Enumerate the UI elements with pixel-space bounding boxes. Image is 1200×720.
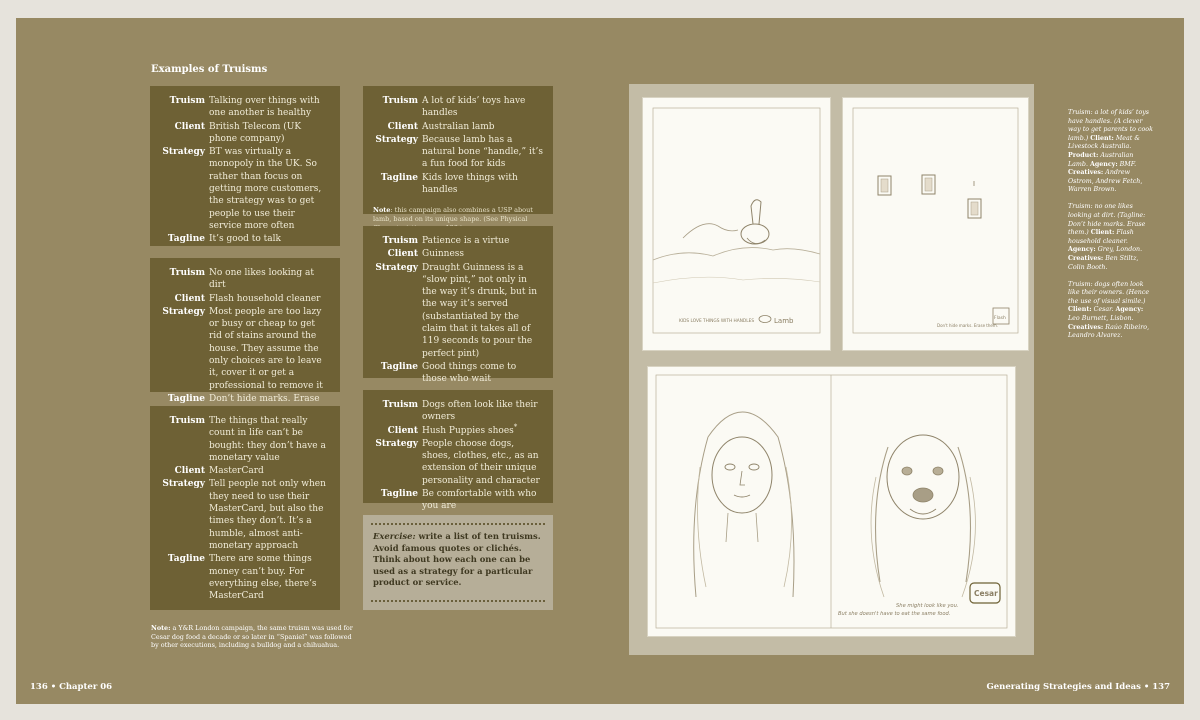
strategy-row — [373, 262, 543, 360]
client-name: Hush Puppies shoes — [422, 425, 514, 436]
footnote-label: Note: — [151, 624, 171, 632]
caption-label: Client: — [1068, 306, 1092, 314]
tagline-row — [373, 488, 543, 513]
caption-label: Product: — [1068, 151, 1099, 159]
row-value: Don’t hide marks. Erase — [209, 393, 320, 404]
dotted-rule — [371, 600, 545, 602]
caption-label: Client: — [1090, 134, 1114, 142]
row-value: Australian lamb — [422, 121, 495, 132]
exercise-text: write a list of ten truisms. Avoid famous quotes or clichés. Think about how each one can be used as a strategy for a particular product or service. — [373, 531, 541, 587]
strategy-row — [160, 306, 330, 392]
row-value: Be comfortable with who you are — [422, 489, 537, 512]
caption-text: Flash household cleaner. — [1068, 229, 1134, 245]
row-label: Truism — [169, 96, 205, 106]
row-value: There are some things money can’t buy. For everything else, there’s MasterCard — [209, 554, 317, 602]
caption-text: Leo Burnett, Lisbon. — [1068, 315, 1134, 323]
row-value: People choose dogs, shoes, clothes, etc., as an extension of their unique personality and character — [422, 438, 540, 486]
caption-text: BMF. — [1117, 160, 1137, 168]
row-value: It’s good to talk — [209, 234, 281, 245]
cesar-ad-caption-line2: But she doesn't have to eat the same food. — [838, 611, 951, 617]
client-row — [160, 121, 330, 146]
note-label: Note — [373, 206, 391, 215]
caption-text: Truism: a lot of kids’ toys have handles. (A clever way to get parents to cook lamb.) — [1068, 109, 1153, 142]
tagline-row — [373, 172, 543, 197]
row-label: Client — [174, 466, 205, 477]
row-label: Strategy — [162, 147, 205, 158]
row-value: Dogs often look like their owners — [422, 400, 538, 423]
row-label: Truism — [382, 236, 418, 246]
right-folio: Generating Strategies and Ideas • 137 — [986, 682, 1170, 692]
caption-text: Grey, London. — [1095, 246, 1143, 254]
row-label: Tagline — [380, 489, 418, 500]
client-row — [160, 293, 330, 305]
exercise-label: Exercise: — [373, 531, 416, 541]
caption-flash — [1068, 203, 1154, 272]
row-value: The things that really count in life can’t be bought: they don’t have a monetary value — [209, 416, 326, 463]
row-label: Tagline — [167, 554, 205, 565]
artwork-captions — [1068, 109, 1154, 349]
truism-card-guinness — [363, 226, 553, 385]
row-label: Tagline — [380, 172, 418, 183]
row-label: Client — [174, 293, 205, 304]
page-footnote — [151, 624, 361, 650]
tagline-row — [373, 361, 543, 386]
row-value: British Telecom (UK phone company) — [209, 121, 302, 144]
caption-label: Client: — [1090, 229, 1115, 237]
row-value: Most people are too lazy or busy or cheap to get rid of stains around the house. They assume the only choices are to leave it, cover it or get a professional to remove it — [209, 306, 323, 391]
section-title: Examples of Truisms — [151, 64, 268, 75]
caption-label: Creatives: — [1068, 255, 1104, 262]
row-label: Truism — [382, 400, 418, 410]
row-value: Talking over things with one another is healthy — [209, 96, 320, 119]
client-row — [373, 422, 543, 437]
caption-text: Raúo Ribeiro, Leandro Alvarez. — [1068, 323, 1150, 340]
row-value: Because lamb has a natural bone “handle,” it’s a fun food for kids — [422, 134, 543, 170]
caption-text: Ben Stiltz, Colin Booth. — [1068, 255, 1139, 271]
truism-row — [160, 415, 330, 464]
client-row — [373, 248, 543, 260]
note-text: : this campaign also combines a USP about lamb, based on its unique shape. (See Physical — [373, 206, 533, 224]
row-label: Truism — [169, 416, 205, 426]
caption-label: Agency: — [1089, 160, 1118, 168]
strategy-row — [160, 478, 330, 552]
row-value: Guinness — [422, 249, 465, 260]
row-label: Strategy — [162, 306, 205, 317]
truism-card-flash — [150, 258, 340, 404]
cesar-ad-caption-line1: She might look like you. — [896, 603, 959, 609]
caption-cesar — [1068, 281, 1154, 341]
row-value — [422, 422, 543, 437]
footnote-marker: * — [513, 422, 518, 431]
truism-card-bt — [150, 86, 340, 246]
row-label: Tagline — [167, 234, 205, 245]
row-label: Strategy — [162, 479, 205, 490]
truism-card-hush-puppies — [363, 390, 553, 512]
caption-label: Agency: — [1115, 306, 1144, 314]
right-page — [614, 18, 1184, 704]
book-spread — [16, 18, 1184, 704]
footnote-text: a Y&R London campaign, the same truism was used for Cesar dog food a decade or so later in “Spaniel” was followed by other executions, including a bulldog and a chihuahua. — [151, 624, 353, 650]
row-value: A lot of kids’ toys have handles — [422, 96, 526, 119]
lamb-ad-sketch — [643, 98, 830, 350]
row-label: Strategy — [375, 262, 418, 273]
flash-ad-sketch — [843, 98, 1028, 350]
caption-label: Agency: — [1068, 246, 1096, 254]
row-label: Client — [387, 425, 418, 436]
client-row — [373, 121, 543, 133]
caption-lamb — [1068, 109, 1154, 195]
tagline-row — [160, 233, 330, 245]
cesar-ad-logo: Cesar — [974, 589, 998, 598]
row-label: Tagline — [167, 393, 205, 404]
flash-ad-image — [842, 97, 1029, 351]
truism-row — [160, 267, 330, 292]
row-label: Client — [387, 249, 418, 260]
caption-text: Meat & Livestock Australia. — [1068, 134, 1140, 151]
truism-card-mastercard — [150, 406, 340, 610]
row-label: Truism — [382, 96, 418, 106]
client-row — [160, 465, 330, 477]
row-value: MasterCard — [209, 466, 264, 477]
row-label: Strategy — [375, 438, 418, 449]
truism-row — [373, 399, 543, 424]
row-label: Strategy — [375, 134, 418, 145]
left-page — [16, 18, 614, 704]
row-label: Client — [174, 121, 205, 132]
lamb-ad-image — [642, 97, 831, 351]
artwork-frame — [629, 84, 1034, 655]
truism-row — [373, 95, 543, 120]
flash-ad-logo: Flash — [994, 316, 1006, 321]
lamb-ad-caption: KIDS LOVE THINGS WITH HANDLES — [679, 319, 755, 324]
row-label: Tagline — [380, 361, 418, 372]
tagline-row — [160, 553, 330, 602]
caption-text: Andrew Ostrom, Andrew Fetch, Warren Brown. — [1068, 169, 1143, 194]
row-value: Flash household cleaner — [209, 293, 321, 304]
strategy-row — [160, 146, 330, 232]
row-value: BT was virtually a monopoly in the UK. So rather than focus on getting more customers, the strategy was to get people to use their service more often — [209, 147, 322, 231]
caption-text: Truism: dogs often look like their owners. (Hence the use of visual simile.) — [1068, 280, 1150, 305]
cesar-ad-sketch — [648, 367, 1015, 636]
exercise-box — [363, 515, 553, 610]
row-value: Patience is a virtue — [422, 236, 510, 246]
caption-text: Truism: no one likes looking at dirt. (Tagline: Don’t hide marks. Erase them.) — [1068, 203, 1146, 237]
cesar-ad-image — [647, 366, 1016, 637]
left-folio: 136 • Chapter 06 — [30, 682, 113, 692]
strategy-row — [373, 438, 543, 487]
caption-text: Cesar. — [1091, 306, 1116, 314]
lamb-ad-brand: Lamb — [774, 317, 794, 325]
row-value: Good things come to those who wait — [422, 361, 517, 385]
row-label: Client — [387, 121, 418, 132]
dotted-rule — [371, 523, 545, 525]
truism-row — [373, 235, 543, 247]
row-value: No one likes looking at dirt — [209, 268, 315, 291]
caption-text: Australian Lamb. — [1068, 151, 1134, 168]
caption-label: Creatives: — [1068, 169, 1104, 177]
row-label: Truism — [169, 268, 205, 278]
truism-card-lamb — [363, 86, 553, 224]
flash-ad-caption: Don't hide marks. Erase them. — [937, 323, 999, 328]
strategy-row — [373, 134, 543, 171]
row-value: Draught Guinness is a “slow pint,” not only in the way it’s drunk, but in the way it’s served (substantiated by the claim that it takes all of 119 seconds to pour the perfect pint) — [422, 262, 537, 359]
caption-label: Creatives: — [1068, 323, 1104, 331]
row-value: Tell people not only when they need to use their MasterCard, but also the times they don’t. It’s a humble, almost anti-monetary approach — [209, 479, 326, 551]
row-value: Kids love things with handles — [422, 172, 518, 196]
truism-row — [160, 95, 330, 120]
